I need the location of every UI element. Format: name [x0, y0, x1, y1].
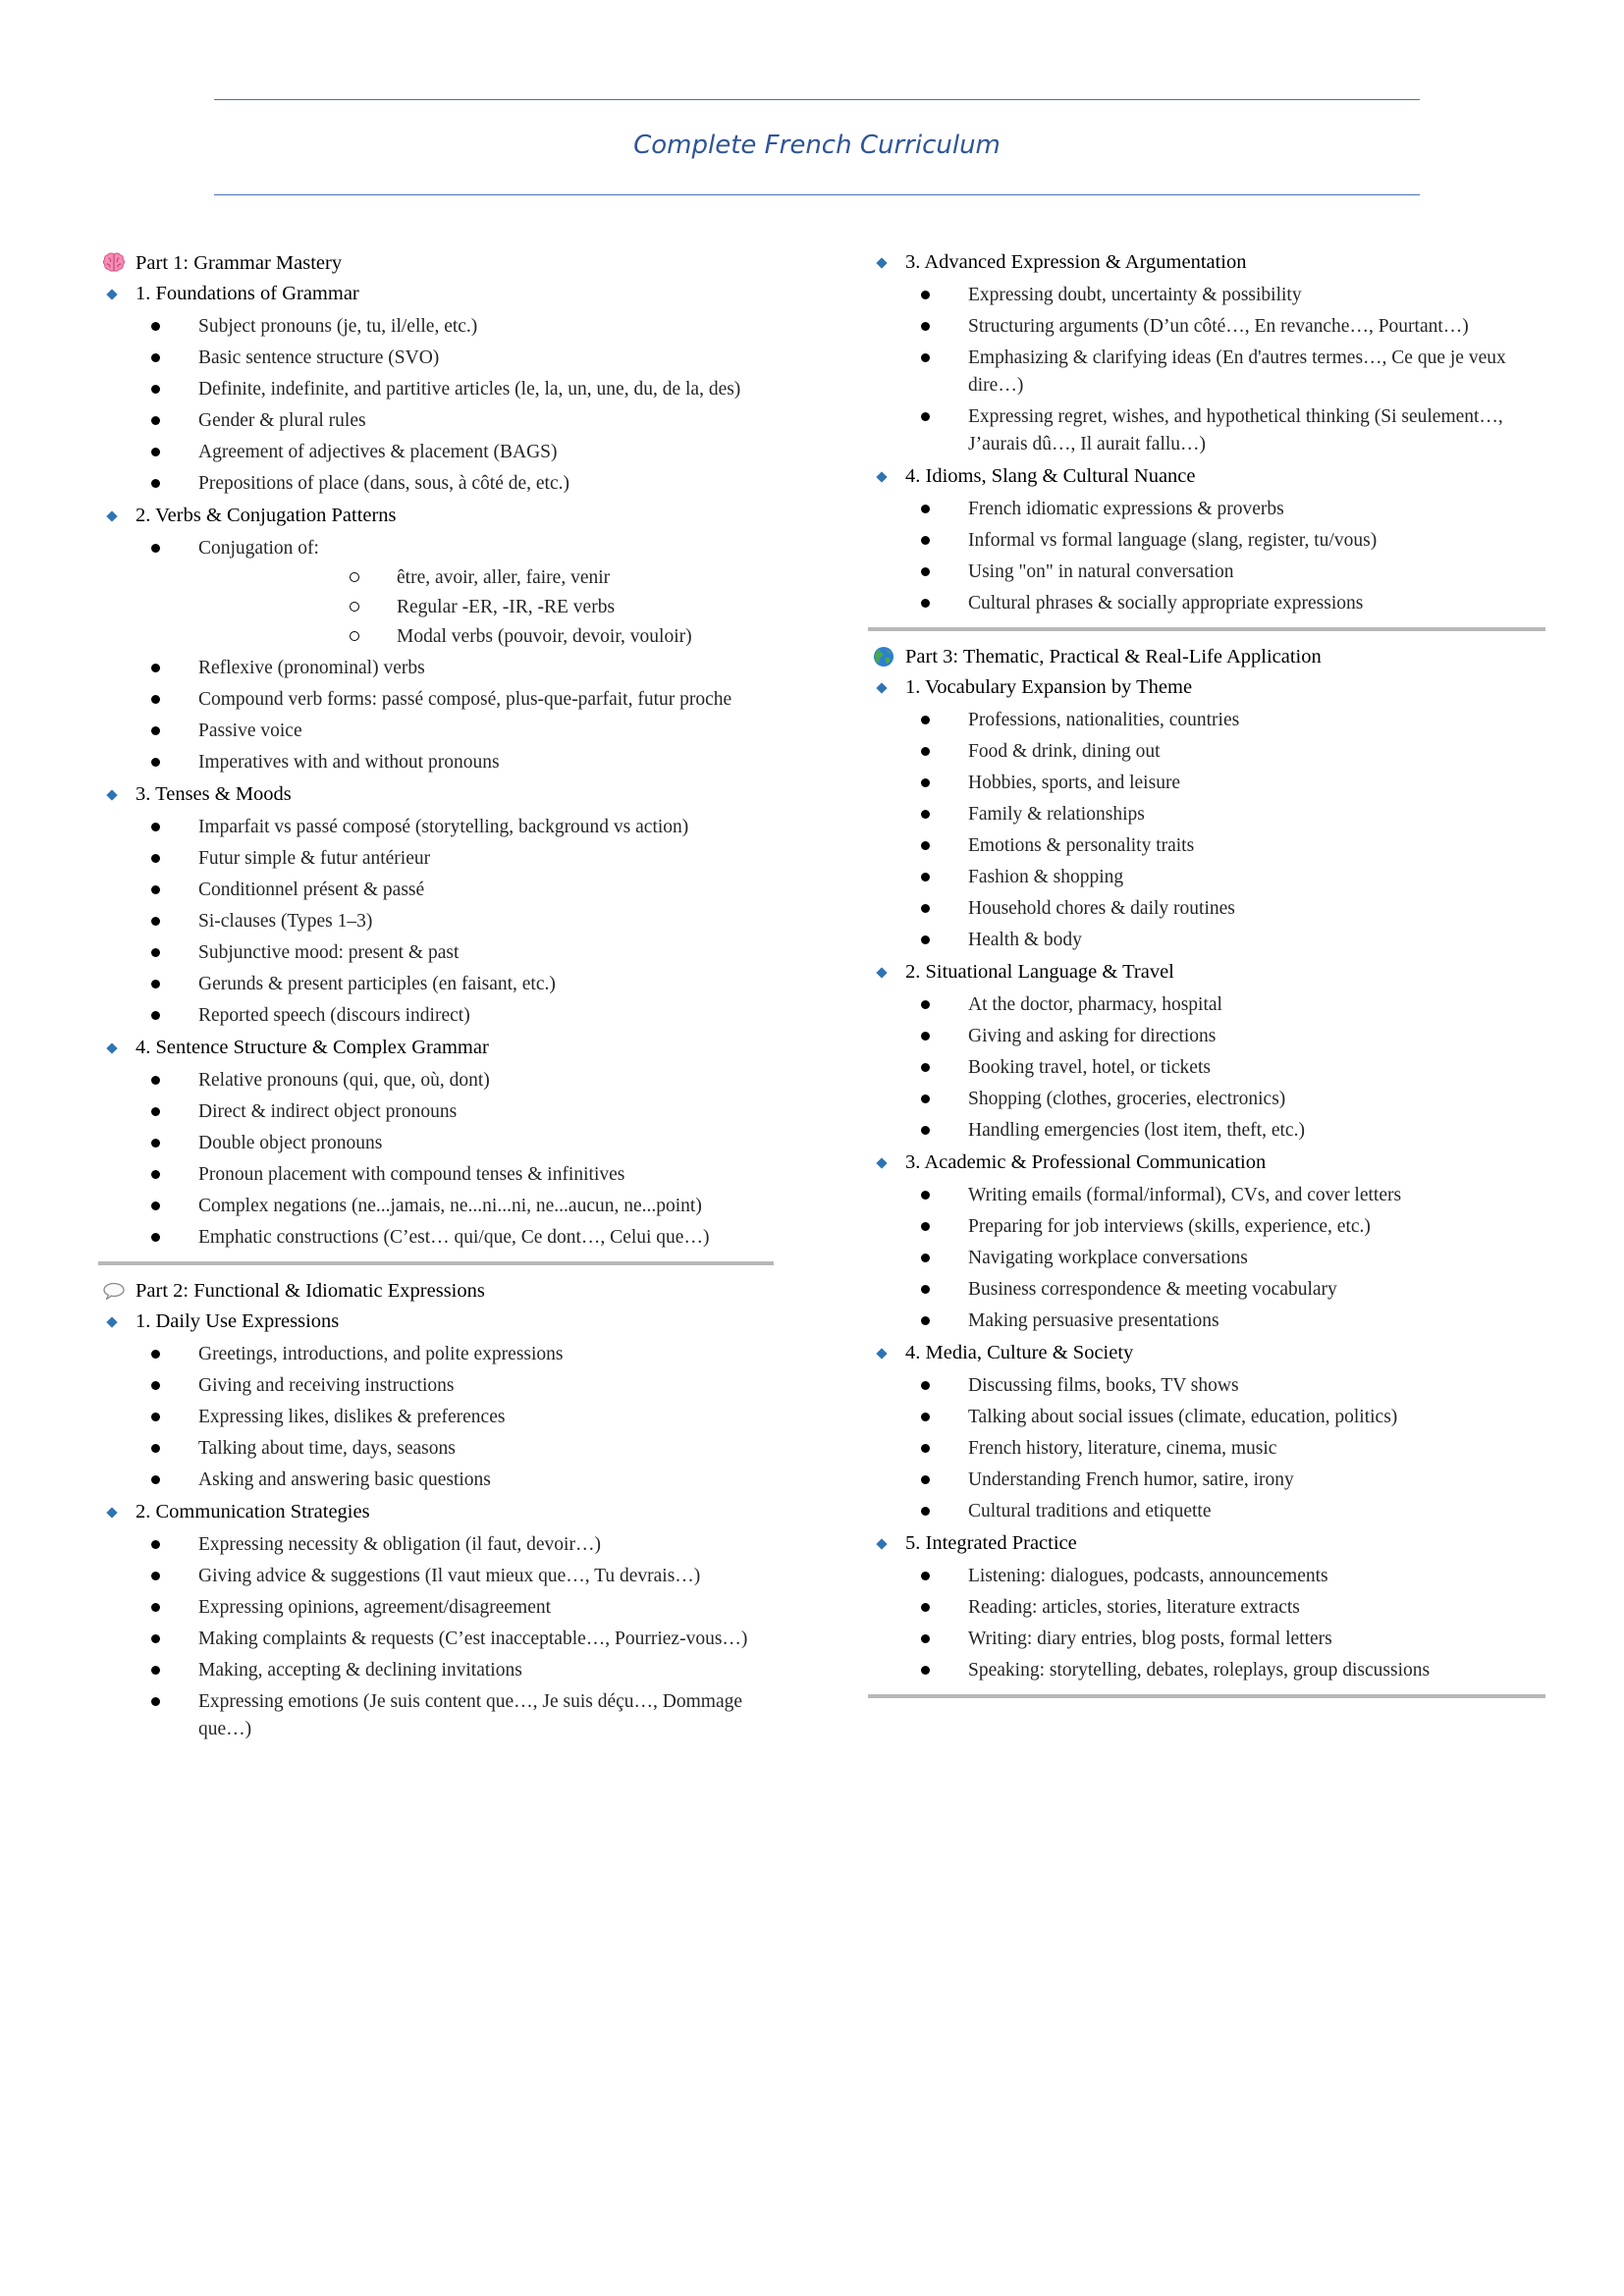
- circle-bullet-icon: [350, 572, 359, 582]
- bullet-dot-icon: [921, 810, 930, 819]
- list-item-text: Relative pronouns (qui, que, où, dont): [198, 1070, 490, 1091]
- list-item-text: Navigating workplace conversations: [968, 1248, 1248, 1268]
- section-label: 4. Media, Culture & Society: [905, 1342, 1134, 1363]
- bullet-dot-icon: [921, 322, 930, 331]
- bullet-dot-icon: [151, 1011, 160, 1020]
- bullet-dot-icon: [921, 1126, 930, 1135]
- sub-list-item: [198, 623, 774, 651]
- list-item-text: Fashion & shopping: [968, 867, 1124, 887]
- sub-list-item: [198, 594, 774, 621]
- list-item-text: Gerunds & present participles (en faisant, etc.): [198, 974, 556, 994]
- list-item: [868, 1117, 1545, 1145]
- bullet-dot-icon: [151, 448, 160, 456]
- list-item: [868, 832, 1545, 860]
- list-item-text: Writing emails (formal/informal), CVs, and cover letters: [968, 1185, 1402, 1205]
- list-item: [98, 686, 774, 714]
- bullet-dot-icon: [151, 1413, 160, 1421]
- list-item-text: Emotions & personality traits: [968, 835, 1195, 856]
- bullet-dot-icon: [151, 1697, 160, 1706]
- section-separator: [98, 1261, 774, 1265]
- list-item: [868, 864, 1545, 891]
- diamond-bullet-icon: [106, 510, 117, 521]
- list-item-text: Conditionnel présent & passé: [198, 880, 425, 900]
- bullet-dot-icon: [921, 1444, 930, 1453]
- bullet-dot-icon: [921, 1475, 930, 1484]
- part-label: Part 1: Grammar Mastery: [135, 252, 343, 274]
- list-item: [868, 1086, 1545, 1113]
- list-item: [868, 1182, 1545, 1209]
- section-heading-3-advanced-expression-argumentation: [868, 247, 1545, 278]
- circle-bullet-icon: [350, 602, 359, 612]
- list-item-text: Futur simple & futur antérieur: [198, 848, 431, 869]
- bullet-dot-icon: [921, 1254, 930, 1262]
- bullet-dot-icon: [921, 1634, 930, 1643]
- section-heading-3-tenses-moods: [98, 779, 774, 810]
- list-item: [868, 895, 1545, 923]
- bullet-dot-icon: [921, 536, 930, 545]
- bullet-dot-icon: [921, 747, 930, 756]
- list-item-text: Greetings, introductions, and polite expressions: [198, 1344, 564, 1364]
- bullet-dot-icon: [151, 1201, 160, 1210]
- list-item: [98, 718, 774, 745]
- bullet-dot-icon: [921, 1285, 930, 1294]
- bullet-dot-icon: [921, 1603, 930, 1612]
- bullet-list: [868, 1372, 1545, 1525]
- circle-bullet-icon: [350, 631, 359, 641]
- list-item: [868, 313, 1545, 341]
- list-item: [868, 1308, 1545, 1335]
- section-heading-1-vocabulary-expansion-by-theme: [868, 672, 1545, 703]
- bullet-dot-icon: [151, 1540, 160, 1549]
- part-heading-1: [98, 247, 774, 279]
- bullet-dot-icon: [921, 1000, 930, 1009]
- list-item-text: Compound verb forms: passé composé, plus-que-parfait, futur proche: [198, 689, 732, 710]
- bullet-dot-icon: [921, 1507, 930, 1516]
- bullet-dot-icon: [921, 1316, 930, 1325]
- page-title: Complete French Curriculum: [633, 131, 1001, 160]
- list-item: [98, 1531, 774, 1559]
- list-item: [98, 1467, 774, 1494]
- list-item: [98, 1404, 774, 1431]
- list-item: [868, 590, 1545, 617]
- list-item-text: Basic sentence structure (SVO): [198, 347, 440, 368]
- bullet-dot-icon: [921, 567, 930, 576]
- section-label: 3. Advanced Expression & Argumentation: [905, 251, 1247, 273]
- bullet-list: [98, 313, 774, 498]
- list-item-text: Expressing opinions, agreement/disagreement: [198, 1597, 552, 1618]
- section-label: 2. Situational Language & Travel: [905, 961, 1174, 983]
- diamond-bullet-icon: [876, 967, 887, 978]
- list-item-text: Cultural traditions and etiquette: [968, 1501, 1212, 1522]
- list-item: [98, 814, 774, 841]
- sub-list-item-text: Modal verbs (pouvoir, devoir, vouloir): [397, 626, 692, 647]
- list-item: [98, 877, 774, 904]
- bullet-dot-icon: [921, 505, 930, 513]
- list-item-text: Emphatic constructions (C’est… qui/que, Ce dont…, Celui que…): [198, 1227, 710, 1248]
- list-item-text: Cultural phrases & socially appropriate expressions: [968, 593, 1364, 614]
- part-label: Part 2: Functional & Idiomatic Expressions: [135, 1280, 485, 1302]
- list-item-text: Business correspondence & meeting vocabulary: [968, 1279, 1337, 1300]
- bullet-dot-icon: [921, 412, 930, 421]
- bullet-list: [98, 1341, 774, 1494]
- list-item-text: Imparfait vs passé composé (storytelling, background vs action): [198, 817, 689, 837]
- list-item: [868, 927, 1545, 954]
- bullet-list: [868, 991, 1545, 1145]
- bullet-dot-icon: [151, 322, 160, 331]
- section-heading-2-situational-language-travel: [868, 957, 1545, 988]
- list-item-text: Asking and answering basic questions: [198, 1469, 491, 1490]
- section-label: 1. Daily Use Expressions: [135, 1310, 340, 1332]
- list-item: [868, 1657, 1545, 1684]
- title-rule-top: [214, 99, 1420, 100]
- bullet-dot-icon: [921, 353, 930, 362]
- list-item: [98, 939, 774, 967]
- bullet-dot-icon: [151, 1076, 160, 1085]
- section-heading-2-communication-strategies: [98, 1497, 774, 1527]
- diamond-bullet-icon: [876, 682, 887, 693]
- section-label: 1. Foundations of Grammar: [135, 283, 359, 304]
- list-item-text: Reported speech (discours indirect): [198, 1005, 470, 1026]
- bullet-dot-icon: [921, 1095, 930, 1103]
- sub-list: [198, 564, 774, 651]
- list-item-text: Making persuasive presentations: [968, 1310, 1219, 1331]
- list-item: [868, 1213, 1545, 1241]
- list-item: [98, 1224, 774, 1252]
- list-item: [98, 407, 774, 435]
- list-item: [868, 801, 1545, 828]
- bullet-list: [98, 1531, 774, 1743]
- list-item: [98, 908, 774, 935]
- sub-list-item-text: Regular -ER, -IR, -RE verbs: [397, 597, 616, 617]
- list-item-text: Passive voice: [198, 721, 302, 741]
- bullet-list: [98, 1067, 774, 1252]
- section-heading-2-verbs-conjugation-patterns: [98, 501, 774, 531]
- list-item: [98, 1688, 774, 1743]
- bullet-dot-icon: [921, 1413, 930, 1421]
- list-item: [98, 749, 774, 776]
- section-label: 1. Vocabulary Expansion by Theme: [905, 676, 1193, 698]
- section-label: 2. Communication Strategies: [135, 1501, 370, 1522]
- list-item-text: Listening: dialogues, podcasts, announcements: [968, 1566, 1328, 1586]
- list-item: [868, 1563, 1545, 1590]
- list-item-text: Informal vs formal language (slang, register, tu/vous): [968, 530, 1378, 551]
- section-heading-4-media-culture-society: [868, 1338, 1545, 1368]
- list-item-text: Professions, nationalities, countries: [968, 710, 1240, 730]
- section-label: 3. Tenses & Moods: [135, 783, 292, 805]
- bullet-dot-icon: [921, 873, 930, 881]
- bullet-dot-icon: [921, 1032, 930, 1041]
- bullet-dot-icon: [151, 1170, 160, 1179]
- diamond-bullet-icon: [106, 1507, 117, 1518]
- section-label: 3. Academic & Professional Communication: [905, 1151, 1267, 1173]
- left-column: [98, 247, 774, 1746]
- list-item: [868, 738, 1545, 766]
- diamond-bullet-icon: [876, 1538, 887, 1549]
- list-item: [98, 535, 774, 651]
- list-item: [868, 707, 1545, 734]
- list-item-text: Food & drink, dining out: [968, 741, 1161, 762]
- list-item: [98, 1002, 774, 1030]
- list-item: [868, 1626, 1545, 1653]
- list-item: [98, 376, 774, 403]
- list-item: [868, 403, 1545, 458]
- list-item-text: Household chores & daily routines: [968, 898, 1235, 919]
- list-item: [98, 1341, 774, 1368]
- bullet-dot-icon: [151, 980, 160, 988]
- list-item: [98, 971, 774, 998]
- bullet-dot-icon: [921, 291, 930, 299]
- list-item-text: Preparing for job interviews (skills, experience, etc.): [968, 1216, 1371, 1237]
- list-item-text: Prepositions of place (dans, sous, à côté de, etc.): [198, 473, 569, 494]
- sub-list-item-text: être, avoir, aller, faire, venir: [397, 567, 611, 588]
- part-label: Part 3: Thematic, Practical & Real-Life Application: [905, 646, 1322, 667]
- bullet-list: [868, 282, 1545, 458]
- bullet-dot-icon: [921, 1666, 930, 1675]
- list-item: [868, 282, 1545, 309]
- list-item-text: Expressing likes, dislikes & preferences: [198, 1407, 506, 1427]
- bullet-dot-icon: [151, 544, 160, 553]
- list-item: [868, 496, 1545, 523]
- bullet-dot-icon: [151, 416, 160, 425]
- bullet-dot-icon: [151, 758, 160, 767]
- list-item-text: French idiomatic expressions & proverbs: [968, 499, 1284, 519]
- list-item: [98, 345, 774, 372]
- list-item: [98, 1372, 774, 1400]
- list-item: [98, 1657, 774, 1684]
- list-item: [868, 1276, 1545, 1304]
- section-label: 2. Verbs & Conjugation Patterns: [135, 505, 397, 526]
- list-item-text: Shopping (clothes, groceries, electronics): [968, 1089, 1286, 1109]
- list-item: [868, 345, 1545, 400]
- list-item-text: Gender & plural rules: [198, 410, 366, 431]
- part-heading-2: [98, 1275, 774, 1307]
- bullet-dot-icon: [921, 841, 930, 850]
- bullet-list: [868, 496, 1545, 617]
- list-item-text: Speaking: storytelling, debates, roleplays, group discussions: [968, 1660, 1431, 1681]
- list-item-text: Direct & indirect object pronouns: [198, 1101, 458, 1122]
- right-column: [868, 247, 1545, 1708]
- section-heading-4-sentence-structure-complex-grammar: [98, 1033, 774, 1063]
- list-item-text: Health & body: [968, 930, 1082, 950]
- list-item: [868, 1023, 1545, 1050]
- list-item-text: Definite, indefinite, and partitive articles (le, la, un, une, du, de la, des): [198, 379, 741, 400]
- section-heading-1-foundations-of-grammar: [98, 279, 774, 309]
- list-item: [868, 527, 1545, 555]
- list-item-text: Expressing doubt, uncertainty & possibility: [968, 285, 1302, 305]
- part-heading-3: [868, 641, 1545, 672]
- section-label: 4. Sentence Structure & Complex Grammar: [135, 1037, 489, 1058]
- list-item: [868, 1245, 1545, 1272]
- list-item: [868, 1498, 1545, 1525]
- list-item: [98, 470, 774, 498]
- list-item: [868, 991, 1545, 1019]
- bullet-list: [868, 1182, 1545, 1335]
- list-item-text: Making, accepting & declining invitations: [198, 1660, 522, 1681]
- list-item-text: Expressing regret, wishes, and hypothetical thinking (Si seulement…, J’aurais dû…, Il aurait fallu…): [968, 406, 1503, 454]
- list-item-text: Subject pronouns (je, tu, il/elle, etc.): [198, 316, 478, 337]
- list-item: [98, 1098, 774, 1126]
- list-item-text: Discussing films, books, TV shows: [968, 1375, 1239, 1396]
- diamond-bullet-icon: [876, 471, 887, 482]
- bullet-list: [868, 1563, 1545, 1684]
- list-item-text: Giving and asking for directions: [968, 1026, 1217, 1046]
- list-item-text: Complex negations (ne...jamais, ne...ni...ni, ne...aucun, ne...point): [198, 1196, 702, 1216]
- list-item-text: Giving and receiving instructions: [198, 1375, 455, 1396]
- list-item-text: Conjugation of:: [198, 538, 319, 559]
- diamond-bullet-icon: [106, 789, 117, 800]
- list-item: [868, 1054, 1545, 1082]
- list-item-text: Reading: articles, stories, literature extracts: [968, 1597, 1300, 1618]
- diamond-bullet-icon: [876, 1157, 887, 1168]
- section-heading-5-integrated-practice: [868, 1528, 1545, 1559]
- brain-icon: [102, 252, 126, 274]
- list-item: [98, 1161, 774, 1189]
- list-item: [98, 1130, 774, 1157]
- list-item-text: Booking travel, hotel, or tickets: [968, 1057, 1211, 1078]
- list-item: [98, 1594, 774, 1622]
- list-item-text: Writing: diary entries, blog posts, formal letters: [968, 1629, 1332, 1649]
- list-item-text: Structuring arguments (D’un côté…, En revanche…, Pourtant…): [968, 316, 1469, 337]
- bullet-dot-icon: [921, 716, 930, 724]
- bullet-list: [98, 814, 774, 1030]
- section-separator: [868, 627, 1545, 631]
- list-item: [98, 313, 774, 341]
- list-item-text: Emphasizing & clarifying ideas (En d'autres termes…, Ce que je veux dire…): [968, 347, 1506, 396]
- list-item-text: At the doctor, pharmacy, hospital: [968, 994, 1222, 1015]
- list-item: [868, 1467, 1545, 1494]
- list-item: [98, 1193, 774, 1220]
- list-item: [98, 1435, 774, 1463]
- list-item-text: French history, literature, cinema, music: [968, 1438, 1277, 1459]
- bullet-dot-icon: [151, 823, 160, 831]
- list-item: [98, 1626, 774, 1653]
- list-item: [98, 845, 774, 873]
- sub-list-item: [198, 564, 774, 592]
- list-item-text: Giving advice & suggestions (Il vaut mieux que…, Tu devrais…): [198, 1566, 701, 1586]
- bullet-dot-icon: [151, 1666, 160, 1675]
- bullet-dot-icon: [151, 1139, 160, 1148]
- section-label: 4. Idioms, Slang & Cultural Nuance: [905, 465, 1196, 487]
- list-item-text: Imperatives with and without pronouns: [198, 752, 500, 773]
- diamond-bullet-icon: [106, 1042, 117, 1053]
- bullet-dot-icon: [921, 1222, 930, 1231]
- list-item-text: Double object pronouns: [198, 1133, 383, 1153]
- globe-icon: [872, 646, 895, 667]
- bullet-dot-icon: [921, 1063, 930, 1072]
- diamond-bullet-icon: [876, 1348, 887, 1359]
- bullet-dot-icon: [151, 1603, 160, 1612]
- list-item: [868, 1404, 1545, 1431]
- bullet-dot-icon: [921, 1191, 930, 1200]
- bullet-dot-icon: [151, 1475, 160, 1484]
- bullet-dot-icon: [151, 917, 160, 926]
- bullet-dot-icon: [151, 353, 160, 362]
- bullet-dot-icon: [921, 1381, 930, 1390]
- bullet-dot-icon: [151, 479, 160, 488]
- list-item: [868, 1594, 1545, 1622]
- bullet-dot-icon: [151, 664, 160, 672]
- list-item-text: Agreement of adjectives & placement (BAGS): [198, 442, 558, 462]
- list-item-text: Family & relationships: [968, 804, 1145, 825]
- list-item: [98, 1067, 774, 1095]
- diamond-bullet-icon: [106, 289, 117, 299]
- bullet-dot-icon: [151, 1634, 160, 1643]
- list-item: [868, 559, 1545, 586]
- diamond-bullet-icon: [876, 257, 887, 268]
- list-item-text: Reflexive (pronominal) verbs: [198, 658, 425, 678]
- list-item-text: Pronoun placement with compound tenses & infinitives: [198, 1164, 625, 1185]
- list-item-text: Subjunctive mood: present & past: [198, 942, 460, 963]
- list-item: [98, 439, 774, 466]
- bullet-list: [868, 707, 1545, 954]
- bullet-dot-icon: [151, 385, 160, 394]
- list-item-text: Expressing emotions (Je suis content que…, Je suis déçu…, Dommage que…): [198, 1691, 743, 1739]
- list-item: [868, 770, 1545, 797]
- list-item: [98, 655, 774, 682]
- title-rule-bottom: [214, 194, 1420, 195]
- list-item-text: Understanding French humor, satire, irony: [968, 1469, 1294, 1490]
- bullet-dot-icon: [151, 854, 160, 863]
- list-item-text: Expressing necessity & obligation (il faut, devoir…): [198, 1534, 601, 1555]
- bullet-dot-icon: [151, 695, 160, 704]
- bullet-dot-icon: [921, 935, 930, 944]
- bullet-dot-icon: [151, 948, 160, 957]
- bullet-dot-icon: [151, 1350, 160, 1359]
- bullet-dot-icon: [921, 599, 930, 608]
- list-item: [868, 1435, 1545, 1463]
- bullet-dot-icon: [151, 1233, 160, 1242]
- bullet-dot-icon: [151, 1444, 160, 1453]
- bullet-dot-icon: [151, 1381, 160, 1390]
- bullet-list: [98, 535, 774, 776]
- list-item-text: Si-clauses (Types 1–3): [198, 911, 373, 932]
- bullet-dot-icon: [921, 904, 930, 913]
- list-item: [98, 1563, 774, 1590]
- list-item-text: Talking about time, days, seasons: [198, 1438, 456, 1459]
- section-heading-4-idioms-slang-cultural-nuance: [868, 461, 1545, 492]
- list-item-text: Handling emergencies (lost item, theft, etc.): [968, 1120, 1305, 1141]
- list-item-text: Making complaints & requests (C’est inacceptable…, Pourriez-vous…): [198, 1629, 748, 1649]
- list-item: [868, 1372, 1545, 1400]
- bullet-dot-icon: [151, 1107, 160, 1116]
- bullet-dot-icon: [921, 778, 930, 787]
- section-label: 5. Integrated Practice: [905, 1532, 1077, 1554]
- bullet-dot-icon: [151, 726, 160, 735]
- list-item-text: Using "on" in natural conversation: [968, 561, 1234, 582]
- bullet-dot-icon: [151, 1572, 160, 1580]
- bullet-dot-icon: [151, 885, 160, 894]
- section-heading-3-academic-professional-communication: [868, 1148, 1545, 1178]
- diamond-bullet-icon: [106, 1316, 117, 1327]
- list-item-text: Hobbies, sports, and leisure: [968, 773, 1181, 793]
- speech-bubble-icon: [102, 1280, 126, 1302]
- bullet-dot-icon: [921, 1572, 930, 1580]
- section-separator: [868, 1694, 1545, 1698]
- section-heading-1-daily-use-expressions: [98, 1307, 774, 1337]
- list-item-text: Talking about social issues (climate, education, politics): [968, 1407, 1398, 1427]
